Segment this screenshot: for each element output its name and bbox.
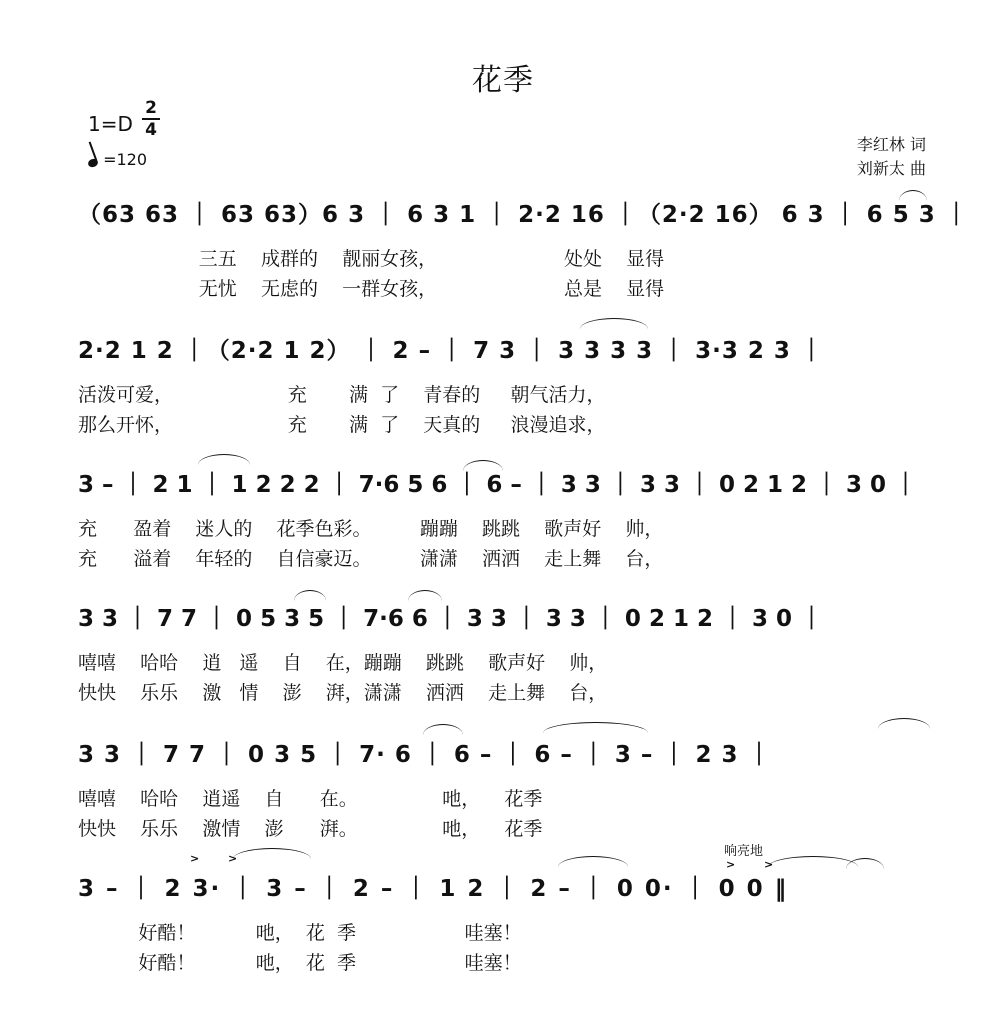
music-system-1 — [78, 196, 969, 316]
notation-line-1: （63 63 ｜ 63 63）6 3 ｜ 6 3 1 ｜ 2·2 16 ｜（2·2 16） 6 3 ｜ 6 5 3 ｜ — [78, 202, 969, 228]
lyricist-credit: 李红林 词 — [856, 135, 926, 154]
lyrics-verse-1-line-2: 活泼可爱， 充 满 了 青春的 朝气活力， — [78, 384, 606, 406]
composer-credit: 刘新太 曲 — [856, 159, 926, 178]
accent-icon: > — [228, 852, 238, 865]
lyrics-verse-2-line-1: 无忧 无虑的 一群女孩， 总是 显得 — [78, 278, 665, 300]
slur — [558, 856, 628, 867]
time-signature-bottom: 4 — [145, 120, 157, 140]
key-signature: 1=D — [88, 112, 133, 136]
slur — [198, 454, 250, 465]
music-system-2 — [78, 332, 938, 452]
accent-icon: > — [764, 858, 774, 871]
notation-line-6: 3 – ｜ 2 3· ｜ 3 – ｜ 2 – ｜ 1 2 ｜ 2 – ｜ 0 0· ｜ 0 0 ‖ — [78, 876, 789, 902]
tempo-value: =120 — [103, 150, 148, 169]
lyrics-verse-1-line-1: 三五 成群的 靓丽女孩， 处处 显得 — [78, 248, 665, 270]
slur — [768, 856, 858, 867]
music-system-4 — [78, 600, 938, 720]
lyrics-verse-1-line-3: 充 盈着 迷人的 花季色彩。 蹦蹦 跳跳 歌声好 帅， — [78, 518, 664, 540]
slur — [846, 858, 884, 869]
slur — [423, 724, 463, 735]
slur — [899, 190, 927, 201]
slur — [294, 590, 326, 601]
music-system-6 — [78, 844, 938, 990]
notation-line-3: 3 – ｜ 2 1 ｜ 1 2 2 2 ｜ 7·6 5 6 ｜ 6 – ｜ 3 3 ｜ 3 3 ｜ 0 2 1 2 ｜ 3 0 ｜ — [78, 472, 918, 498]
tempo-marking — [88, 150, 147, 169]
time-signature — [140, 98, 162, 140]
song-title: 花季 — [472, 63, 534, 98]
slur — [543, 722, 648, 733]
lyrics-verse-1-line-6: 好酷！ 吔， 花 季 哇塞！ — [78, 922, 522, 944]
lyrics-verse-2-line-3: 充 溢着 年轻的 自信豪迈。 潇潇 洒洒 走上舞 台， — [78, 548, 664, 570]
lyrics-verse-2-line-2: 那么开怀， 充 满 了 天真的 浪漫追求， — [78, 414, 606, 436]
music-system-5 — [78, 736, 938, 856]
dynamic-marking: 响亮地 — [724, 844, 764, 859]
slur — [580, 318, 648, 329]
lyrics-verse-1-line-5: 嘻嘻 哈哈 逍遥 自 在。 吔， 花季 — [78, 788, 543, 810]
quarter-note-icon — [87, 158, 99, 169]
music-system-3 — [78, 466, 938, 586]
lyrics-verse-2-line-6: 好酷！ 吔， 花 季 哇塞！ — [78, 952, 522, 974]
notation-line-4: 3 3 ｜ 7 7 ｜ 0 5 3 5 ｜ 7·6 6 ｜ 3 3 ｜ 3 3 ｜ 0 2 1 2 ｜ 3 0 ｜ — [78, 606, 824, 632]
notation-line-5: 3 3 ｜ 7 7 ｜ 0 3 5 ｜ 7· 6 ｜ 6 – ｜ 6 – ｜ 3 – ｜ 2 3 ｜ — [78, 742, 772, 768]
credits — [857, 133, 926, 181]
lyrics-verse-2-line-4: 快快 乐乐 激 情 澎 湃，潇潇 洒洒 走上舞 台， — [78, 682, 608, 704]
slur — [408, 590, 442, 601]
accent-icon: > — [190, 852, 200, 865]
lyrics-verse-1-line-4: 嘻嘻 哈哈 逍 遥 自 在，蹦蹦 跳跳 歌声好 帅， — [78, 652, 608, 674]
notation-line-2: 2·2 1 2 ｜（2·2 1 2） ｜ 2 – ｜ 7 3 ｜ 3 3 3 3 ｜ 3·3 2 3 ｜ — [78, 338, 824, 364]
lyrics-verse-2-line-5: 快快 乐乐 激情 澎 湃。 吔， 花季 — [78, 818, 543, 840]
accent-icon: > — [726, 858, 736, 871]
slur — [463, 460, 503, 471]
time-signature-top: 2 — [145, 98, 157, 118]
